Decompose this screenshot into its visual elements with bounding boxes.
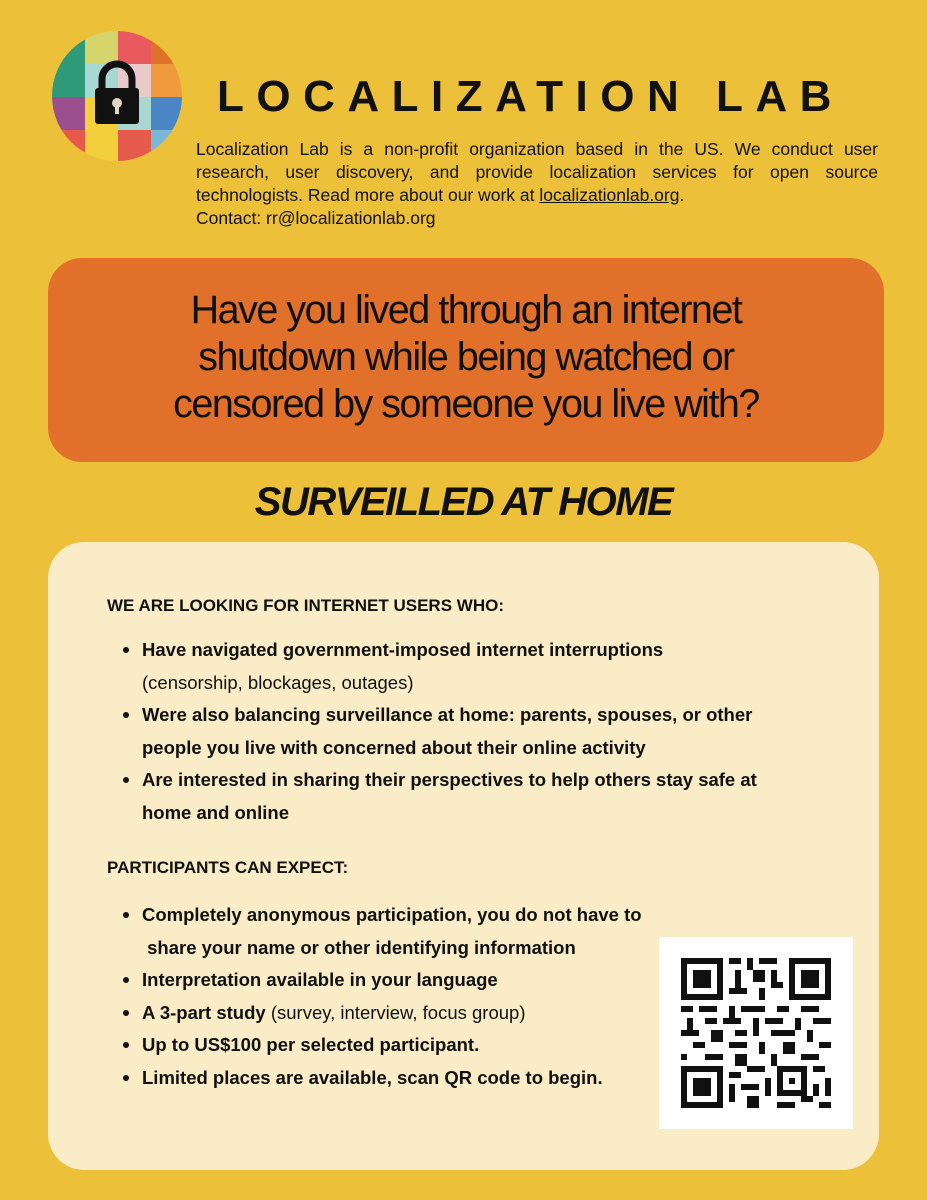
- question-text: [86, 287, 846, 428]
- list-item: Are interested in sharing their perspectives to help others stay safe at home and online: [107, 764, 757, 829]
- logo-mosaic: [52, 31, 182, 161]
- logo: [52, 31, 182, 161]
- list-item: Limited places are available, scan QR code to begin.: [107, 1062, 642, 1095]
- org-description-text: Localization Lab is a non-profit organization based in the US. We conduct user research, user discovery, and provide localization services for open source technologists. Read more about our work at: [196, 139, 878, 205]
- looking-for-list: [107, 634, 757, 829]
- question-line-2: shutdown while being watched or: [198, 334, 734, 379]
- list-item: Have navigated government-imposed internet interruptions (censorship, blockages, outages): [107, 634, 757, 699]
- study-title: SURVEILLED AT HOME: [254, 480, 673, 524]
- list-item: Interpretation available in your language: [107, 964, 642, 997]
- org-contact: Contact: rr@localizationlab.org: [196, 208, 436, 228]
- qr-code[interactable]: [659, 937, 853, 1129]
- list-item: Up to US$100 per selected participant.: [107, 1029, 642, 1062]
- org-website-link[interactable]: localizationlab.org: [539, 185, 680, 205]
- question-line-3: censored by someone you live with?: [173, 381, 759, 426]
- org-description-end: .: [679, 185, 685, 205]
- list-item: Were also balancing surveillance at home: parents, spouses, or other people you live with concerned about their online activity: [107, 699, 757, 764]
- question-line-1: Have you lived through an internet: [190, 287, 742, 332]
- question-banner: [48, 258, 884, 462]
- qr-code-icon[interactable]: [681, 958, 831, 1108]
- org-description: [196, 138, 878, 230]
- info-card: [48, 542, 879, 1170]
- looking-for-heading: WE ARE LOOKING FOR INTERNET USERS WHO:: [107, 596, 504, 615]
- expect-list: [107, 899, 642, 1094]
- org-title: LOCALIZATION LAB: [217, 72, 844, 121]
- expect-heading: PARTICIPANTS CAN EXPECT:: [107, 858, 349, 877]
- list-item: Completely anonymous participation, you do not have to share your name or other identifying information: [107, 899, 642, 964]
- list-item: A 3-part study (survey, interview, focus group): [107, 997, 642, 1030]
